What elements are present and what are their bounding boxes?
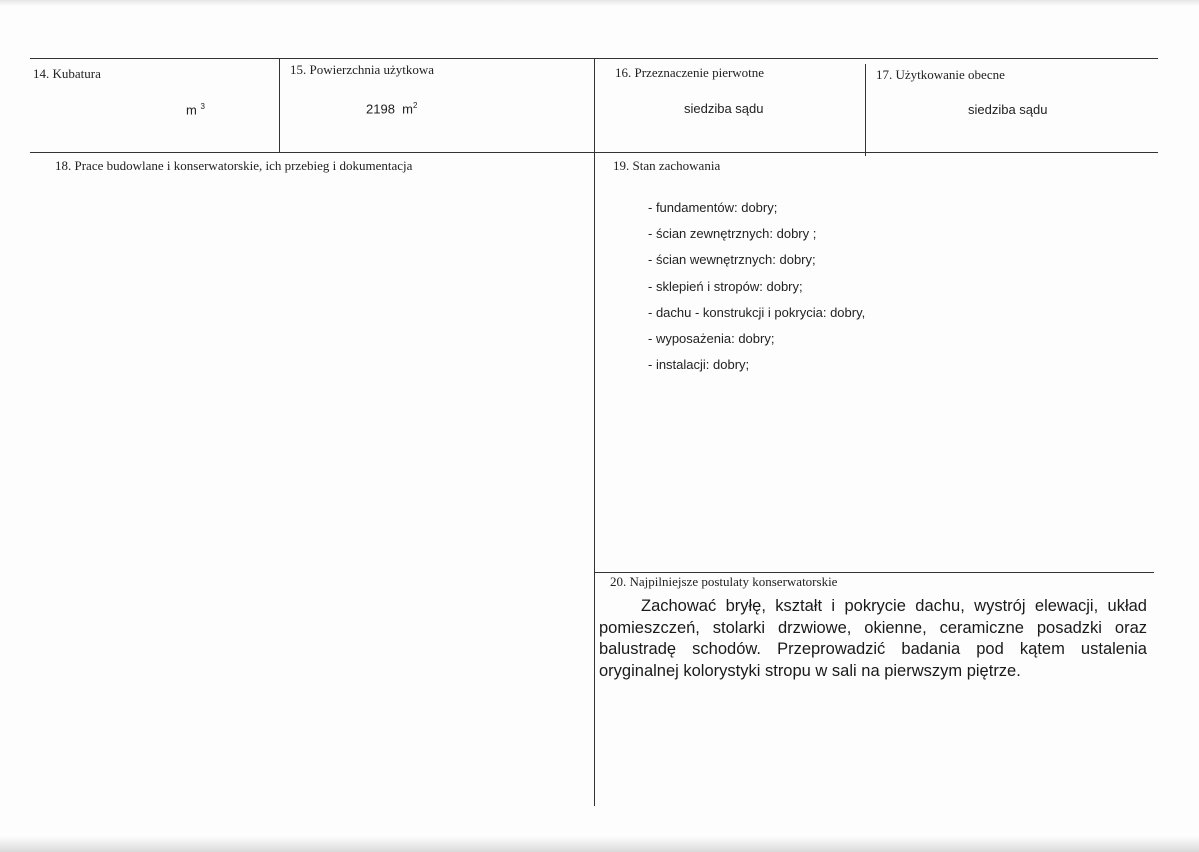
condition-item: - instalacji: dobry; [648, 357, 750, 373]
field-15-unit: m [402, 101, 413, 117]
col-divider-16-17 [865, 64, 866, 156]
field-19-label: 19. Stan zachowania [613, 158, 721, 173]
field-15-number: 2198 [366, 101, 395, 117]
field-17-value: siedziba sądu [968, 102, 1048, 117]
field-16-label: 16. Przeznaczenie pierwotne [615, 65, 765, 80]
field-14-label: 14. Kubatura [33, 66, 101, 81]
field-14-value [186, 102, 205, 117]
field-14-unit: m [186, 102, 197, 118]
scan-edge-bottom [0, 836, 1199, 852]
condition-item: - fundamentów: dobry; [648, 200, 778, 215]
col-divider-14-15 [279, 58, 280, 152]
condition-item: - ścian wewnętrznych: dobry; [648, 252, 816, 268]
field-15-unit-sup: 2 [413, 101, 418, 110]
field-17-label: 17. Użytkowanie obecne [876, 67, 1005, 82]
field-20-text: Zachować bryłę, kształt i pokrycie dachu, wystrój elewacji, układ pomieszczeń, stolarki drzwiowe, okienne, ceramiczne posadzki oraz balustradę schodów. Przeprowadzić badania pod kątem ustalenia oryginalnej kolorystyki stropu w sali na pierwszym piętrze. [599, 597, 1147, 680]
field-15-value [366, 101, 417, 116]
field-15-label: 15. Powierzchnia użytkowa [290, 62, 435, 77]
condition-item: - sklepień i stropów: dobry; [648, 278, 803, 294]
scan-edge-top [0, 0, 1199, 6]
field-20-label: 20. Najpilniejsze postulaty konserwatorskie [610, 574, 838, 589]
field-18-label: 18. Prace budowlane i konserwatorskie, ich przebieg i dokumentacja [55, 158, 413, 173]
condition-item: - wyposażenia: dobry; [648, 330, 775, 346]
condition-list [648, 200, 865, 383]
condition-item: - dachu - konstrukcji i pokrycia: dobry, [648, 304, 866, 320]
col-divider-center [594, 58, 595, 806]
field-14-unit-sup: 3 [200, 102, 205, 111]
section-20-top-border [594, 572, 1154, 573]
condition-item: - ścian zewnętrznych: dobry ; [648, 226, 817, 242]
field-16-value: siedziba sądu [684, 101, 764, 116]
